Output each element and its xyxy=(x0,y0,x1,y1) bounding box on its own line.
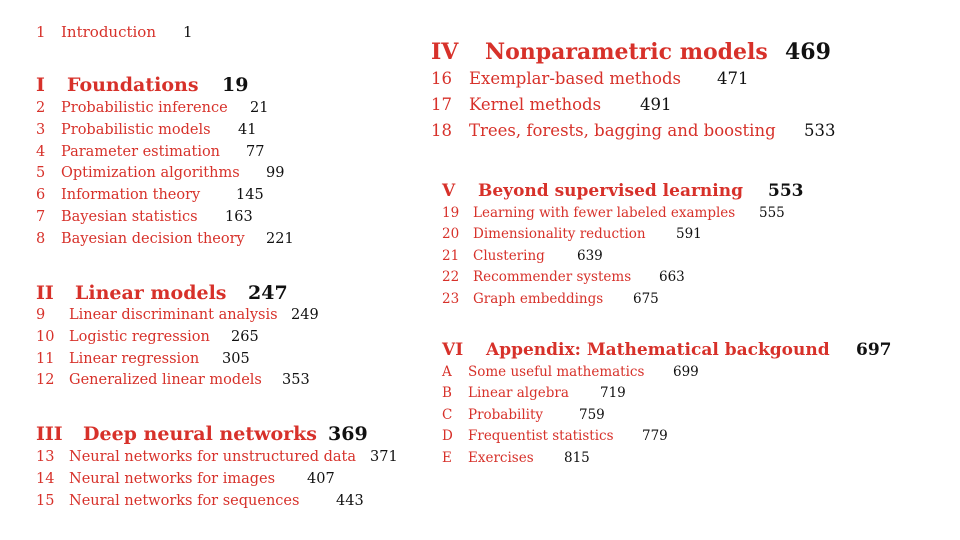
chapter-title-link[interactable]: Recommender systems xyxy=(473,269,632,286)
chapter-title-link[interactable]: Optimization algorithms xyxy=(61,165,240,182)
chapter-page-number: 407 xyxy=(307,470,335,487)
part-number: V xyxy=(442,181,456,201)
chapter-page-number: 555 xyxy=(759,205,785,221)
chapter-title-link[interactable]: Kernel methods xyxy=(469,95,602,114)
chapter-page-number: 699 xyxy=(673,364,699,380)
chapter-page-number: 779 xyxy=(642,428,668,445)
chapter-number: C xyxy=(442,406,453,423)
chapter-title-link[interactable]: Clustering xyxy=(473,247,545,264)
chapter-title-link[interactable]: Neural networks for images xyxy=(69,470,276,487)
part-heading-beyond-supervised-learning[interactable] xyxy=(442,181,804,201)
chapter-number: B xyxy=(442,385,452,402)
chapter-title-link[interactable]: Logistic regression xyxy=(69,328,210,345)
chapter-title-link[interactable]: Probabilistic models xyxy=(61,121,211,138)
chapter-number: 3 xyxy=(36,121,46,138)
chapter-page-number: 533 xyxy=(804,121,836,140)
chapter-title-link[interactable]: Neural networks for sequences xyxy=(69,492,300,509)
chapter-page-number: 639 xyxy=(577,247,603,264)
chapter-page-number: 491 xyxy=(640,95,672,114)
chapter-page-number: 471 xyxy=(717,69,749,88)
chapter-title-link[interactable]: Some useful mathematics xyxy=(468,364,645,380)
chapter-number: 15 xyxy=(36,492,55,509)
part-page-number: 19 xyxy=(222,74,249,96)
chapter-title-link[interactable]: Probability xyxy=(468,406,544,423)
chapter-number: 5 xyxy=(36,165,46,182)
chapter-page-number: 265 xyxy=(231,328,259,345)
part-heading-appendix[interactable] xyxy=(442,340,892,360)
chapter-number: E xyxy=(442,449,452,466)
part-title-link[interactable]: Beyond supervised learning xyxy=(478,181,743,201)
chapter-number: 11 xyxy=(36,350,55,367)
chapter-page-number: 663 xyxy=(659,269,685,286)
chapter-title-link[interactable]: Introduction xyxy=(61,23,156,41)
part-number: I xyxy=(36,74,45,96)
chapter-title-link[interactable]: Bayesian decision theory xyxy=(61,230,245,247)
chapter-title-link[interactable]: Generalized linear models xyxy=(69,372,262,389)
chapter-page-number: 591 xyxy=(676,226,702,243)
chapter-number: 16 xyxy=(431,69,452,88)
chapter-page-number: 815 xyxy=(564,449,590,466)
chapter-title-link[interactable]: Graph embeddings xyxy=(473,290,604,307)
chapter-page-number: 249 xyxy=(291,307,319,323)
chapter-number: 23 xyxy=(442,290,460,307)
chapter-title-link[interactable]: Information theory xyxy=(61,187,201,204)
chapter-number: 8 xyxy=(36,230,46,247)
chapter-title-link[interactable]: Bayesian statistics xyxy=(61,209,198,225)
chapter-title-link[interactable]: Linear discriminant analysis xyxy=(69,307,278,323)
chapter-title-link[interactable]: Dimensionality reduction xyxy=(473,226,646,243)
chapter-page-number: 41 xyxy=(238,121,257,138)
part-heading-deep-neural-networks[interactable] xyxy=(36,423,368,445)
part-number: II xyxy=(36,282,54,304)
chapter-title-link[interactable]: Parameter estimation xyxy=(61,143,221,160)
chapter-page-number: 21 xyxy=(250,100,269,116)
chapter-page-number: 163 xyxy=(225,209,253,225)
part-page-number: 247 xyxy=(248,282,288,304)
chapter-page-number: 305 xyxy=(222,350,250,367)
chapter-title-link[interactable]: Linear algebra xyxy=(468,385,569,402)
chapter-title-link[interactable]: Neural networks for unstructured data xyxy=(69,449,357,465)
chapter-page-number: 353 xyxy=(282,372,310,389)
chapter-number: 12 xyxy=(36,372,55,389)
chapter-title-link[interactable]: Exercises xyxy=(468,449,534,466)
chapter-number: 21 xyxy=(442,247,460,264)
chapter-number: A xyxy=(442,364,452,380)
chapter-page-number: 443 xyxy=(336,492,364,509)
chapter-title-link[interactable]: Trees, forests, bagging and boosting xyxy=(469,121,776,140)
chapter-page-number: 145 xyxy=(236,187,264,204)
part-title-link[interactable]: Linear models xyxy=(75,282,227,304)
part-page-number: 369 xyxy=(328,423,368,445)
chapter-title-link[interactable]: Exemplar-based methods xyxy=(469,69,681,88)
part-title-link[interactable]: Deep neural networks xyxy=(83,423,318,445)
part-title-link[interactable]: Nonparametric models xyxy=(485,39,768,65)
chapter-title-link[interactable]: Frequentist statistics xyxy=(468,428,614,445)
chapter-page-number: 675 xyxy=(633,290,659,307)
chapter-number: 2 xyxy=(36,100,46,116)
chapter-title-link[interactable]: Learning with fewer labeled examples xyxy=(473,205,736,221)
chapter-page-number: 371 xyxy=(370,449,398,465)
chapter-page-number: 77 xyxy=(246,143,265,160)
part-title-link[interactable]: Foundations xyxy=(67,74,199,96)
part-heading-nonparametric-models[interactable] xyxy=(431,39,831,65)
part-number: III xyxy=(36,423,63,445)
chapter-number: 22 xyxy=(442,269,460,286)
chapter-number: 10 xyxy=(36,328,55,345)
chapter-number: 20 xyxy=(442,226,460,243)
chapter-number: D xyxy=(442,428,453,445)
chapter-page-number: 1 xyxy=(183,23,193,41)
part-page-number: 553 xyxy=(768,181,804,201)
chapter-number: 1 xyxy=(36,23,46,41)
chapter-number: 6 xyxy=(36,187,46,204)
chapter-page-number: 759 xyxy=(579,406,605,423)
chapter-title-link[interactable]: Probabilistic inference xyxy=(61,100,228,116)
part-page-number: 469 xyxy=(785,39,831,65)
chapter-number: 17 xyxy=(431,95,452,114)
part-heading-linear-models[interactable] xyxy=(36,282,288,304)
part-page-number: 697 xyxy=(856,340,892,360)
chapter-number: 13 xyxy=(36,449,55,465)
chapter-page-number: 99 xyxy=(266,165,285,182)
chapter-number: 7 xyxy=(36,209,46,225)
chapter-page-number: 719 xyxy=(600,385,626,402)
part-title-link[interactable]: Appendix: Mathematical backgound xyxy=(486,340,830,360)
chapter-number: 19 xyxy=(442,205,460,221)
part-number: VI xyxy=(442,340,464,360)
chapter-title-link[interactable]: Linear regression xyxy=(69,350,200,367)
chapter-number: 18 xyxy=(431,121,452,140)
chapter-number: 4 xyxy=(36,143,46,160)
chapter-number: 14 xyxy=(36,470,55,487)
chapter-page-number: 221 xyxy=(266,230,294,247)
part-heading-foundations[interactable] xyxy=(36,74,249,96)
chapter-number: 9 xyxy=(36,307,46,323)
part-number: IV xyxy=(431,39,459,65)
